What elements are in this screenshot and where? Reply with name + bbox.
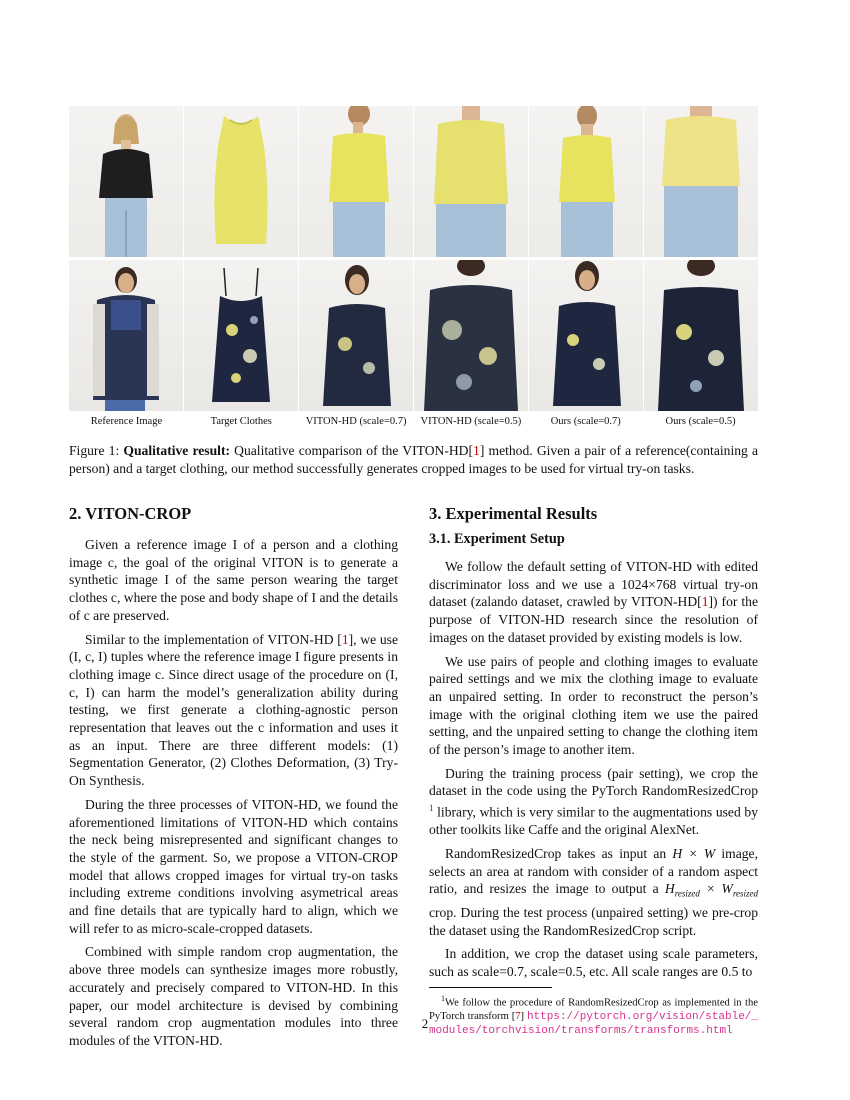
paragraph: In addition, we crop the dataset using scale parameters, such as scale=0.7, scale=0.5, etc. All scale ranges are 0.5 to (429, 946, 758, 980)
section-heading-experimental-results: 3. Experimental Results (429, 504, 598, 523)
paragraph: Similar to the implementation of VITON-HD [1], we use (I, c, I) tuples where the reference image I figure presents in clothing image c. Since direct usage of the procedure on (I, c, I) can harm the model’s generalization ability during testing, we first generate a clothing-agnostic person representation that leaves out the c information and uses it as an input. There are three different models: (1) Segmentation Generator, (2) Clothes Deformation, (3) Try-On Synthesis. (69, 631, 398, 789)
figure-caption (69, 442, 758, 478)
paragraph: RandomResizedCrop takes as input an H × W image, selects an area at random with consider of a random aspect ratio, and resizes the image to output a $H_{resized} \times W_{resized}$ crop. During the test process (unpaired setting) we pre-crop the dataset using the RandomResizedCrop script. (429, 846, 759, 938)
paragraph: Combined with simple random crop augmentation, the above three models can synthesize images more robustly, accurately and precisely compared to VITON-HD. In this paper, our model architecture is devised by combining several random crop augmentation modules into three modules of the VITON-HD. (69, 944, 398, 1048)
ours-0-5-result-2 (644, 260, 758, 411)
left-column (69, 504, 398, 1056)
caption-ours-0-5: Ours (scale=0.5) (665, 416, 736, 427)
viton-hd-0-5-result-2 (414, 260, 528, 411)
citation-link[interactable]: 1 (341, 631, 349, 647)
page-number: 2 (421, 1016, 429, 1031)
paragraph: Given a reference image I of a person and a clothing image c, the goal of the original VITON is to generate a synthetic image I of the same person wearing the target clothes c, where the pose and body shape of I and the details of c are preserved. (69, 537, 398, 623)
citation-link[interactable]: 7 (515, 1010, 521, 1022)
figure-image-grid (69, 106, 758, 411)
ours-0-7-result-2 (529, 260, 643, 411)
ours-0-7-result-1 (529, 106, 643, 257)
caption-viton-hd-0-5: VITON-HD (scale=0.5) (420, 416, 522, 427)
paragraph: We use pairs of people and clothing images to evaluate paired settings and we mix the clothing image to evaluate an unpaired setting. In order to reconstruct the person’s image with the original clothing item we use the paired setting, and the unpaired setting to change the clothing item of the person’s image to another item. (429, 653, 758, 758)
viton-hd-0-7-result-2 (299, 260, 413, 411)
figure-column-captions (69, 416, 758, 427)
target-clothes-2 (184, 260, 298, 411)
citation-link[interactable]: 1 (473, 443, 480, 458)
viton-hd-0-5-result-1 (414, 106, 528, 257)
ours-0-5-result-1 (644, 106, 758, 257)
reference-image-1 (69, 106, 183, 257)
reference-image-2 (69, 260, 183, 411)
right-column (429, 504, 758, 1039)
figure-caption-bold: Qualitative result: (123, 443, 230, 458)
target-clothes-1 (184, 106, 298, 257)
paragraph: During the training process (pair setting), we crop the dataset in the code using the PyTorch RandomResizedCrop $^1$ library, which is very similar to the augmentations used by other toolkits like Caffe and the original AlexNet. (429, 765, 758, 838)
footnote: $^1$We follow the procedure of RandomResizedCrop as implemented in the PyTorch transform [7] https://pytorch.org/vision/stable/_modules/torchvision/transforms/transforms.html (429, 993, 758, 1038)
viton-hd-0-7-result-1 (299, 106, 413, 257)
caption-ours-0-7: Ours (scale=0.7) (550, 416, 621, 427)
paragraph: During the three processes of VITON-HD, we found the aforementioned limitations of VITON-HD which contains the neck being misrepresented and significant changes to the style of the garment. So, we propose a VITON-CROP model that allows cropped images for virtual try-on tasks including extreme conditions involving asymetrical areas and fine details that are typically hard to align, which we will refer to as micro-scale-cropped datasets. (69, 796, 398, 936)
caption-viton-hd-0-7: VITON-HD (scale=0.7) (305, 416, 407, 427)
section-heading-viton-crop: 2. VITON-CROP (69, 504, 192, 523)
footnote-url-link[interactable]: https://pytorch.org/vision/stable/_modules/torchvision/transforms/transforms.html (429, 1010, 758, 1038)
caption-reference-image: Reference Image (90, 416, 163, 427)
citation-link[interactable]: 1 (701, 594, 709, 610)
subsection-heading-experiment-setup: 3.1. Experiment Setup (429, 531, 565, 547)
footnote-marker[interactable]: 1 (429, 803, 434, 814)
footnote-divider (429, 987, 552, 988)
paragraph: We follow the default setting of VITON-HD with edited discriminator loss and we use a 1024×768 virtual try-on dataset (zalando dataset, crawled by VITON-HD[1]) for the purpose of VITON-HD research since the resolution of images on the dataset provided by existing models is low. (429, 559, 759, 645)
caption-target-clothes: Target Clothes (210, 416, 272, 427)
figure-caption-text-2: ] method. Given a pair of a reference(containing a person) and a target clothing, our method successfully generates cropped images to be used for virtual try-on tasks. (69, 443, 759, 476)
figure-label: Figure 1: (69, 443, 124, 458)
figure-caption-text: Qualitative comparison of the VITON-HD[ (230, 443, 474, 458)
